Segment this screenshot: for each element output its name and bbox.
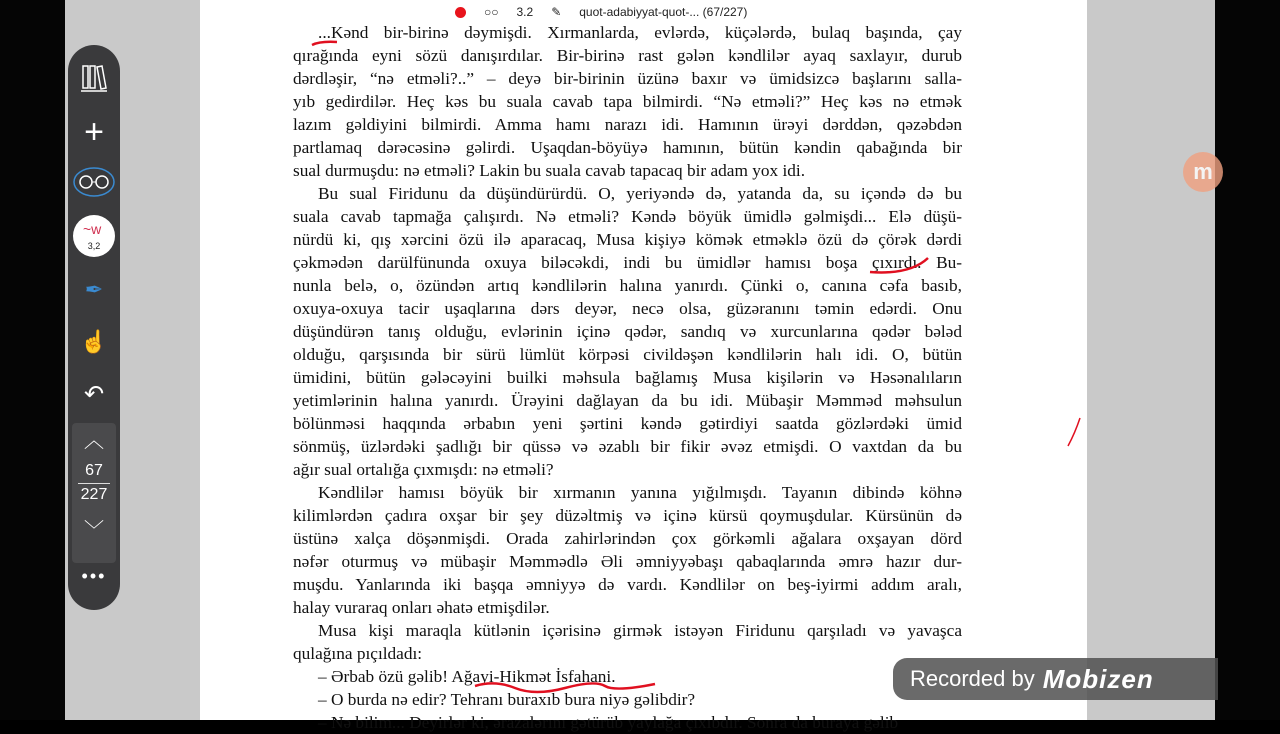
more-icon[interactable]: ••• bbox=[81, 565, 107, 586]
text-line: kilimlərdən çadıra oxşar bir şey düzəltmiş və içinə kürsü qoymuşdular. Kürsünün də bbox=[293, 506, 962, 525]
record-dot-icon bbox=[455, 7, 466, 18]
text-line: sual durmuşdu: nə etməli? Lakin bu suala cavab tapacaq bir adam yox idi. bbox=[293, 161, 806, 180]
document-title: quot-adabiyyat-quot-... (67/227) bbox=[579, 5, 748, 19]
zoom-level: 3.2 bbox=[516, 5, 534, 19]
text-line: qırağında eyni sözü danışırdılar. Bir-birinə rast gələn kəndlilər ayaq saxlayır, durub bbox=[293, 46, 962, 65]
page-divider bbox=[78, 483, 110, 484]
page-up-icon[interactable]: ︿ bbox=[84, 429, 104, 452]
text-line: sönmüş, üzlərdəki şadlığı bir qüssə və əzablı bir fikir əvəz etmişdi. O vaxtdan da bu bbox=[293, 437, 962, 456]
text-line: muşdu. Yanlarında iki başqa əmniyyə də vardı. Kəndlilər on beş-iyirmi addım aralı, bbox=[293, 575, 962, 594]
library-icon[interactable] bbox=[68, 61, 120, 95]
viewer-margin-right bbox=[1087, 0, 1215, 720]
text-line: ağır sual ortalığa çıxmışdı: nə etməli? bbox=[293, 460, 554, 479]
add-icon[interactable]: + bbox=[84, 112, 104, 151]
text-line: olduğu, qarşısında bir sürü lümlüt körpəsi civildəşən kəndlilərin halı idi. O, bütün bbox=[293, 345, 962, 364]
current-page: 67 bbox=[85, 462, 103, 479]
text-line: Bu sual Firidunu da düşündürürdü. O, yeriyəndə də, yatanda da, su içəndə də bu bbox=[318, 184, 962, 203]
text-line: qulağına pıçıldadı: bbox=[293, 644, 423, 663]
pen-scribble-icon: ~w bbox=[83, 221, 102, 237]
document-text bbox=[293, 21, 962, 734]
text-line: bölünməsi haqqında ərbabın yeni şərtini kəndə gətirdiyi saatda gözlərdəki ümid bbox=[293, 414, 962, 433]
undo-icon[interactable]: ↶ bbox=[83, 380, 105, 408]
text-line: – Nə bilim... Deyirlər ki, ərazalərını gətürüb yaylağa çıxıbdır. Sonra da buraya gəlib bbox=[318, 713, 899, 732]
page-navigator bbox=[72, 423, 116, 563]
hand-pan-icon[interactable]: ☝ bbox=[80, 329, 108, 354]
text-line: yetimlərinin halına yanırdı. Ürəyini dağlayan da bu idi. Mübaşir Məmməd məhsulun bbox=[293, 391, 962, 410]
recording-watermark bbox=[893, 658, 1218, 700]
text-line: nürdü ki, qış xərcini özü ilə aparacaq, Musa kişiyə kömək etməklə özü də çörək dərdi bbox=[293, 230, 962, 249]
page-down-icon[interactable]: ﹀ bbox=[84, 519, 104, 542]
watermark-prefix: Recorded by bbox=[910, 666, 1035, 691]
text-line: yıb gedirdilər. Heç kəs bu suala cavab tapa bilmirdi. “Nə etməli?” Heç kəs nə etmək bbox=[293, 92, 962, 111]
mobizen-floating-button[interactable] bbox=[1183, 152, 1223, 192]
text-line: – O burda nə edir? Tehranı buraxıb bura niyə gəlibdir? bbox=[318, 690, 696, 709]
text-line: nunla belə, o, özündən artıq kəndlilərin halına yanırdı. Çünki o, canına cəfa basıb, bbox=[293, 276, 962, 295]
text-line: düşündürən tanış olduğu, evlərinin içinə qədər, sandıq və xurcunlarına qədər bələd bbox=[293, 322, 962, 341]
text-line: dərdləşir, “nə etməli?..” – deyə bir-birinin üzünə baxır və ümidsizcə başlarını salla- bbox=[293, 69, 962, 88]
mobizen-badge-letter: m bbox=[1193, 159, 1213, 184]
text-line: çəkmədən darülfünunda oxuya biləcəkdi, indi bu ümidlər hamısı boşa çıxırdı. Bu- bbox=[293, 253, 962, 272]
pen-size-value: 3,2 bbox=[87, 241, 101, 251]
watermark-brand: Mobizen bbox=[1042, 663, 1154, 694]
text-line: oxuya-oxuya tacir uşaqlarına dərs deyər, necə olsa, güzəranını təmin edərdi. Onu bbox=[293, 299, 962, 318]
fountain-pen-icon[interactable]: ✒ bbox=[84, 277, 104, 302]
text-line: halay vuraraq onları əhatə etmişdilər. bbox=[293, 598, 550, 617]
text-line: suala cavab tapmağa çalışırdı. Nə etməli? Kəndə böyük ümidlə gəlmişdi... Elə düşü- bbox=[293, 207, 962, 226]
text-line: Musa kişi maraqla kütlənin içərisinə girmək istəyən Firidunu qarşıladı və yavaşca bbox=[318, 621, 962, 640]
screen-border-right bbox=[1215, 0, 1280, 720]
text-line: Kəndlilər hamısı böyük bir xırmanın yanına yığılmışdı. Tayanın dibində köhnə bbox=[318, 483, 962, 502]
text-line: ümidini, bütün gələcəyini builki məhsula bağlamış Musa kişilərin və Həsənalıların bbox=[293, 368, 962, 387]
screen-border-left bbox=[0, 0, 65, 720]
text-line: – Ərbab özü gəlib! Ağayi-Hikmət İsfahani. bbox=[318, 667, 616, 686]
total-pages: 227 bbox=[80, 486, 108, 503]
reading-mode-glasses-icon[interactable] bbox=[68, 165, 120, 199]
side-toolbar bbox=[68, 45, 120, 610]
text-line: lazım gəldiyini bilmirdi. Amma hamı narazı idi. Hamının ürəyi dərddən, qəzəbdən bbox=[293, 115, 962, 134]
pen-size-button[interactable] bbox=[68, 215, 120, 257]
status-bar bbox=[455, 3, 747, 21]
pen-icon: ✎ bbox=[551, 5, 562, 19]
text-line: üstünə xalça döşənmişdi. Orada zahirlərindən çox görkəmli ağalara oxşayan dörd bbox=[293, 529, 962, 548]
text-line: ...Kənd bir-birinə dəymişdi. Xırmanlarda, evlərdə, küçələrdə, bulaq başında, çay bbox=[318, 23, 962, 42]
glasses-small-icon: ○○ bbox=[484, 5, 499, 19]
text-line: nəfər oturmuş və mübaşir Məmmədlə Əli əmniyyəbaşı qabaqlarında əmrə hazır dur- bbox=[293, 552, 962, 571]
text-line: partlamaq dərəcəsinə gəlirdi. Uşaqdan-böyüyə hamının, bütün kəndin qabağında bir bbox=[293, 138, 962, 157]
